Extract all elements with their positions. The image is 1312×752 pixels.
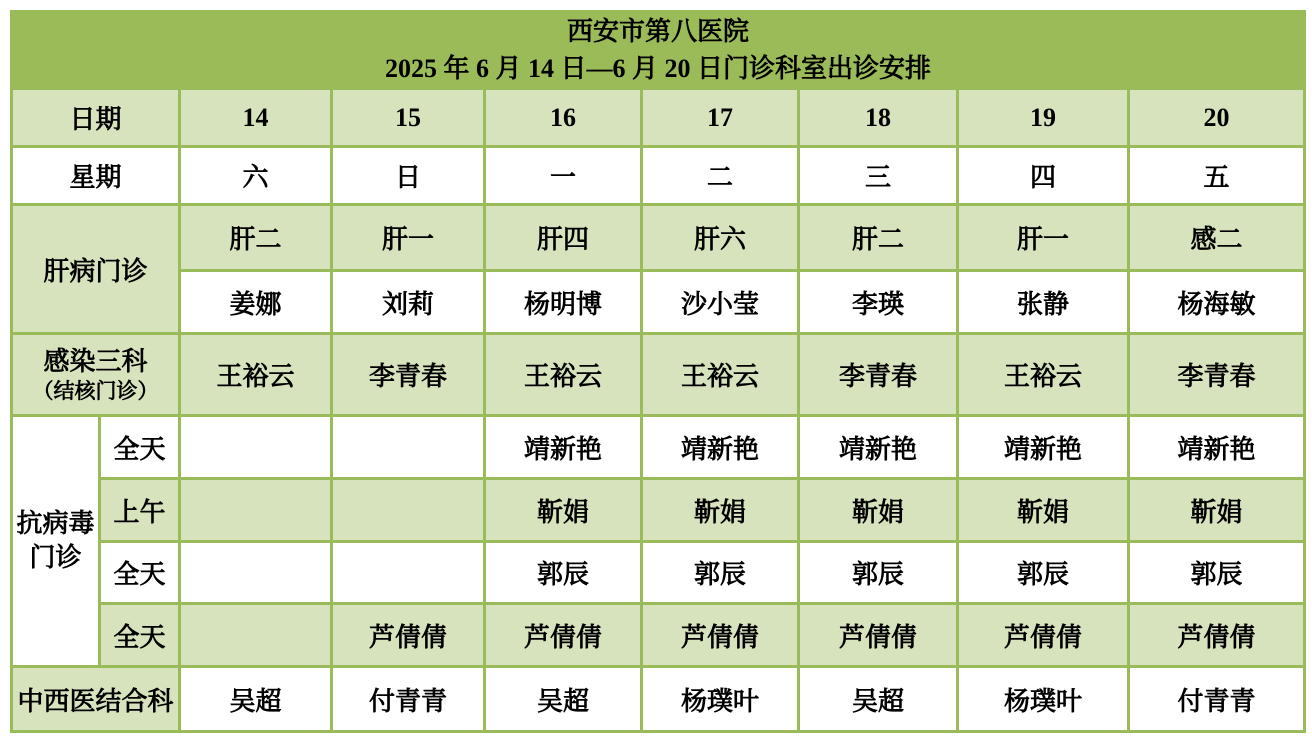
title-banner bbox=[12, 12, 1305, 89]
weekday-cell: 五 bbox=[1129, 147, 1305, 205]
weekday-cell: 日 bbox=[332, 147, 485, 205]
row-label-date: 日期 bbox=[12, 89, 180, 147]
doctor-cell: 靳娟 bbox=[485, 479, 642, 542]
infection-dept-subname: （结核门诊） bbox=[32, 378, 159, 403]
doctor-cell: 杨海敏 bbox=[1129, 271, 1305, 334]
doctor-cell: 王裕云 bbox=[958, 334, 1129, 416]
doctor-cell: 刘莉 bbox=[332, 271, 485, 334]
doctor-cell: 芦倩倩 bbox=[485, 604, 642, 667]
weekday-cell: 一 bbox=[485, 147, 642, 205]
weekday-cell: 四 bbox=[958, 147, 1129, 205]
period-label: 全天 bbox=[100, 542, 180, 604]
row-label-week: 星期 bbox=[12, 147, 180, 205]
doctor-cell bbox=[180, 416, 332, 479]
room-cell: 肝六 bbox=[642, 205, 799, 271]
date-cell: 19 bbox=[958, 89, 1129, 147]
doctor-cell: 靖新艳 bbox=[485, 416, 642, 479]
weekday-cell: 二 bbox=[642, 147, 799, 205]
room-cell: 肝二 bbox=[799, 205, 958, 271]
weekday-cell: 三 bbox=[799, 147, 958, 205]
doctor-cell: 郭辰 bbox=[958, 542, 1129, 604]
doctor-cell: 付青青 bbox=[332, 667, 485, 732]
date-cell: 17 bbox=[642, 89, 799, 147]
weekday-cell: 六 bbox=[180, 147, 332, 205]
doctor-cell: 杨璞叶 bbox=[642, 667, 799, 732]
room-cell: 感二 bbox=[1129, 205, 1305, 271]
doctor-cell: 郭辰 bbox=[485, 542, 642, 604]
doctor-cell: 芦倩倩 bbox=[642, 604, 799, 667]
date-cell: 16 bbox=[485, 89, 642, 147]
doctor-cell: 靳娟 bbox=[958, 479, 1129, 542]
doctor-cell: 李青春 bbox=[799, 334, 958, 416]
doctor-cell: 芦倩倩 bbox=[1129, 604, 1305, 667]
doctor-cell: 张静 bbox=[958, 271, 1129, 334]
period-label: 全天 bbox=[100, 604, 180, 667]
room-cell: 肝一 bbox=[332, 205, 485, 271]
doctor-cell bbox=[180, 542, 332, 604]
doctor-cell: 吴超 bbox=[180, 667, 332, 732]
doctor-cell: 吴超 bbox=[485, 667, 642, 732]
doctor-cell bbox=[180, 479, 332, 542]
doctor-cell: 李瑛 bbox=[799, 271, 958, 334]
doctor-cell bbox=[180, 604, 332, 667]
antiviral-label-line1: 抗病毒 bbox=[16, 509, 95, 538]
doctor-cell: 靳娟 bbox=[642, 479, 799, 542]
doctor-cell: 沙小莹 bbox=[642, 271, 799, 334]
doctor-cell: 芦倩倩 bbox=[958, 604, 1129, 667]
row-label-integrative-dept: 中西医结合科 bbox=[12, 667, 180, 732]
doctor-cell: 靖新艳 bbox=[642, 416, 799, 479]
doctor-cell: 靳娟 bbox=[799, 479, 958, 542]
antiviral-label-line2: 门诊 bbox=[29, 543, 82, 572]
doctor-cell: 靳娟 bbox=[1129, 479, 1305, 542]
doctor-cell: 靖新艳 bbox=[799, 416, 958, 479]
room-cell: 肝一 bbox=[958, 205, 1129, 271]
doctor-cell: 杨明博 bbox=[485, 271, 642, 334]
doctor-cell: 王裕云 bbox=[642, 334, 799, 416]
date-cell: 20 bbox=[1129, 89, 1305, 147]
doctor-cell bbox=[332, 479, 485, 542]
row-label-infection-dept bbox=[12, 334, 180, 416]
doctor-cell bbox=[332, 542, 485, 604]
row-label-antiviral-clinic bbox=[12, 416, 100, 667]
doctor-cell: 付青青 bbox=[1129, 667, 1305, 732]
doctor-cell: 郭辰 bbox=[1129, 542, 1305, 604]
room-cell: 肝四 bbox=[485, 205, 642, 271]
date-cell: 15 bbox=[332, 89, 485, 147]
doctor-cell: 王裕云 bbox=[485, 334, 642, 416]
doctor-cell: 芦倩倩 bbox=[332, 604, 485, 667]
infection-dept-name: 感染三科 bbox=[43, 346, 148, 376]
doctor-cell: 郭辰 bbox=[642, 542, 799, 604]
period-label: 全天 bbox=[100, 416, 180, 479]
period-label: 上午 bbox=[100, 479, 180, 542]
room-cell: 肝二 bbox=[180, 205, 332, 271]
doctor-cell: 李青春 bbox=[332, 334, 485, 416]
doctor-cell: 郭辰 bbox=[799, 542, 958, 604]
hospital-name: 西安市第八医院 bbox=[566, 17, 749, 46]
date-cell: 18 bbox=[799, 89, 958, 147]
doctor-cell: 杨璞叶 bbox=[958, 667, 1129, 732]
doctor-cell: 吴超 bbox=[799, 667, 958, 732]
date-cell: 14 bbox=[180, 89, 332, 147]
doctor-cell bbox=[332, 416, 485, 479]
doctor-cell: 李青春 bbox=[1129, 334, 1305, 416]
doctor-cell: 姜娜 bbox=[180, 271, 332, 334]
doctor-cell: 芦倩倩 bbox=[799, 604, 958, 667]
doctor-cell: 王裕云 bbox=[180, 334, 332, 416]
schedule-table bbox=[10, 10, 1306, 733]
doctor-cell: 靖新艳 bbox=[1129, 416, 1305, 479]
doctor-cell: 靖新艳 bbox=[958, 416, 1129, 479]
row-label-liver-clinic: 肝病门诊 bbox=[12, 205, 180, 334]
schedule-date-range: 2025 年 6 月 14 日—6 月 20 日门诊科室出诊安排 bbox=[384, 54, 931, 83]
